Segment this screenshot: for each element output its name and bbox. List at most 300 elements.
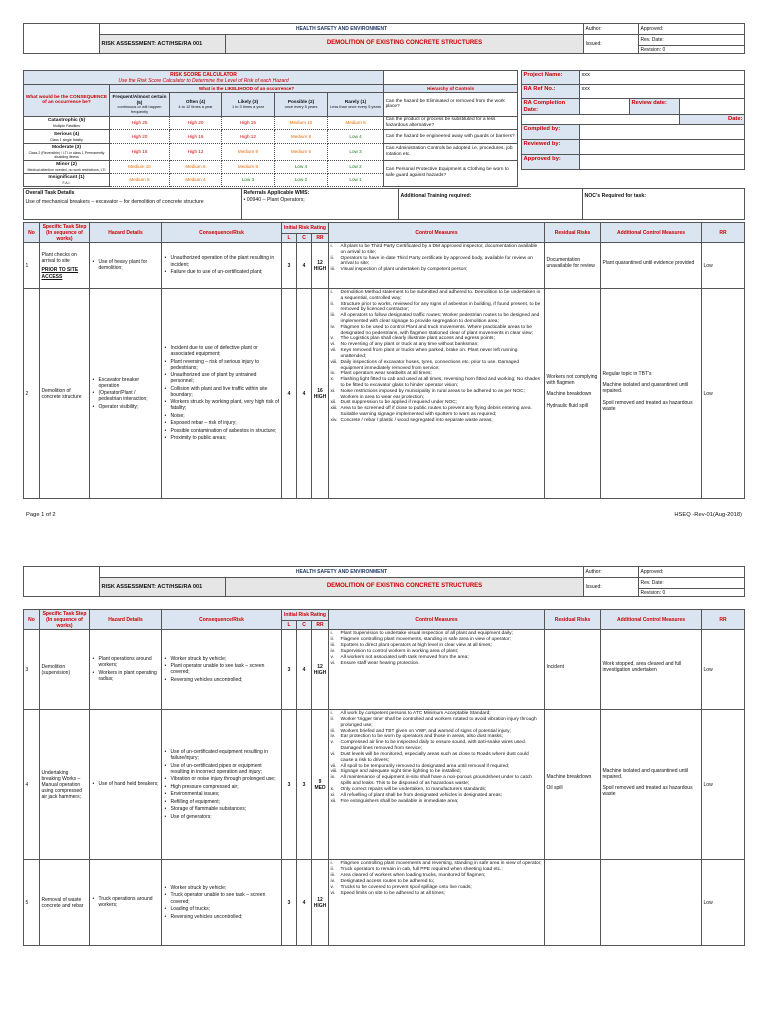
consequence-risk bbox=[162, 243, 282, 289]
col-initial-risk: Initial Risk Rating bbox=[282, 610, 329, 621]
control-item bbox=[331, 637, 543, 643]
control-numeral: xii. bbox=[330, 400, 337, 406]
residual-rating: Low bbox=[702, 630, 745, 710]
control-numeral: v. bbox=[330, 740, 334, 746]
control-numeral: xi. bbox=[330, 388, 336, 394]
control-text: Structure prior to works, reviewed for any signs of asbestos in building, if found present, to be removed by licenced contractor; bbox=[340, 301, 541, 313]
rating-c: 4 bbox=[297, 630, 312, 710]
control-item bbox=[331, 873, 543, 879]
additional-item: Machine isolated and quarantined until repaired. bbox=[602, 767, 689, 780]
control-text: Flagmen controlling plant movements and reversing, standing in safe area in view of operator; bbox=[340, 861, 542, 867]
control-numeral: ix. bbox=[330, 775, 336, 781]
consequence-item: • Use of un-certificated equipment resulting in failure/injury; bbox=[164, 749, 280, 761]
col-c: C bbox=[297, 234, 312, 243]
likelihood-col bbox=[275, 93, 328, 116]
revision-label: Revision: 0 bbox=[639, 46, 745, 54]
control-numeral: i. bbox=[330, 290, 333, 296]
task-step bbox=[40, 860, 90, 946]
consequence-risk bbox=[162, 630, 282, 710]
control-item bbox=[331, 418, 543, 424]
control-item bbox=[331, 717, 543, 728]
rating-rr-level: MED bbox=[314, 784, 326, 791]
col-l: L bbox=[282, 234, 297, 243]
likelihood-title: Rarely (1) bbox=[344, 99, 367, 105]
control-text: Area cleared of workers when loading trucks, monitored bf flagmen; bbox=[340, 872, 486, 878]
rating-rr-value: 12 bbox=[317, 663, 323, 670]
rating-rr-value: 12 bbox=[317, 896, 323, 903]
risk-cell: High 20 bbox=[110, 130, 170, 144]
residual-item: Incident bbox=[546, 664, 565, 671]
control-numeral: vi. bbox=[330, 660, 336, 666]
col-no: No bbox=[24, 610, 40, 630]
project-name-label: Project Name: bbox=[522, 71, 580, 85]
control-numeral: viii. bbox=[330, 359, 338, 365]
control-item bbox=[331, 406, 543, 417]
control-item bbox=[331, 711, 543, 717]
control-item bbox=[331, 643, 543, 649]
control-numeral: iii. bbox=[330, 642, 336, 648]
consequence-risk bbox=[162, 860, 282, 946]
consequence-sub: Medical attention needed, no work restrictions, LTI bbox=[27, 167, 106, 172]
review-date-label: Review date: bbox=[630, 99, 680, 115]
task-step-text: Undertaking breaking Works – Manual operation using compressed air jack hammers; bbox=[41, 769, 83, 801]
hazard-item: • Operator visibility; bbox=[92, 404, 160, 410]
consequence-row-label bbox=[24, 130, 110, 144]
hazard-details bbox=[90, 630, 162, 710]
control-text: Speed limits on site to be adhered to at all times; bbox=[340, 890, 445, 896]
consequence-sub: F.A.I. bbox=[62, 180, 71, 185]
residual-item: Machine breakdown bbox=[546, 391, 592, 398]
control-measures bbox=[329, 243, 545, 289]
referrals: Referrals Applicable WMS: • 00940 – Plant Operators; bbox=[242, 189, 399, 220]
hazard bbox=[92, 377, 160, 410]
control-text: Spotters to direct plant operators at high level in clear view at all times; bbox=[340, 642, 492, 648]
overall-task: Overall Task Details Use of mechanical breakers – excavator – for demolition of concrete structure bbox=[24, 189, 242, 220]
rating-l: 3 bbox=[282, 243, 297, 289]
rating-rr bbox=[312, 630, 329, 710]
control-numeral: xiii. bbox=[330, 406, 338, 412]
control-text: All spoil to be temporarily removed to designated area until removal if required; bbox=[340, 763, 510, 769]
control-numeral: ii. bbox=[330, 866, 335, 872]
control-numeral: vii. bbox=[330, 763, 337, 769]
risk-cell: High 12 bbox=[222, 130, 275, 144]
col-controls: Control Measures bbox=[329, 223, 545, 243]
control-list bbox=[331, 244, 543, 273]
consequence-row-label bbox=[24, 116, 110, 130]
residual-item: Machine breakdown bbox=[546, 773, 592, 780]
hierarchy-item: Can the product or process be substituted for a less hazardous alternative? bbox=[384, 116, 518, 130]
hazard-details bbox=[90, 289, 162, 499]
control-text: Visual inspection of plant undertaken by competent person; bbox=[340, 267, 468, 273]
control-text: Daily inspections of excavator hoses, tyres, connections etc. prior to use. Damaged equipment immediately removed from service; bbox=[340, 359, 520, 371]
table-row bbox=[24, 860, 745, 946]
control-text: All operators to follow designated traffic routes; Worker pedestrian routes to be designed and implemented with clear signage to provide segregation to demolition area; bbox=[340, 313, 540, 324]
training-required: Additional Training required: bbox=[399, 189, 583, 220]
consequence-item: • Unauthorized operation of the plant resulting in incident; bbox=[164, 255, 280, 267]
nocs-required: NOC's Required for task: bbox=[583, 189, 745, 220]
control-numeral: viii. bbox=[330, 769, 338, 775]
hse-label: HEALTH SAFETY AND ENVIRONMENT bbox=[100, 24, 584, 35]
control-numeral: v. bbox=[330, 654, 334, 660]
risk-cell: High 25 bbox=[110, 116, 170, 130]
col-controls: Control Measures bbox=[329, 610, 545, 630]
hazard bbox=[92, 896, 160, 908]
ra-title: DEMOLITION OF EXISTING CONCRETE STRUCTURES bbox=[226, 35, 584, 54]
control-numeral: vi. bbox=[330, 751, 336, 757]
control-text: Signage and adequate night time lighting to be installed; bbox=[340, 769, 461, 775]
control-numeral: iii. bbox=[330, 313, 336, 319]
ra-completion-label: RA Completion Date: bbox=[522, 99, 580, 115]
consequence-item: • Storage of flammable substances; bbox=[164, 806, 280, 812]
control-item bbox=[331, 787, 543, 793]
control-text: Ensure staff wear hearing protection. bbox=[340, 660, 420, 666]
consequence-item: • Collision with plant and live traffic within site boundary; bbox=[164, 386, 280, 398]
residual-item: Oil spill bbox=[546, 784, 563, 791]
control-list bbox=[331, 711, 543, 804]
risk-cell: High 12 bbox=[170, 143, 222, 160]
page2-header bbox=[23, 566, 744, 597]
control-text: Noise restrictions imposed by municipality in rural areas to be adhered to as per NOC; Workers in area to wear ear protection; bbox=[340, 388, 525, 400]
consequence bbox=[164, 255, 280, 275]
additional-item: Machine isolated and quarantined until repaired. bbox=[602, 382, 689, 395]
task-step bbox=[40, 630, 90, 710]
control-text: Worker 'trigger time' shall be controlled and workers rotated to avoid vibration injury through prolonged use; bbox=[340, 716, 537, 728]
hazard bbox=[92, 781, 160, 787]
consequence bbox=[164, 656, 280, 683]
risk-cell: Low 3 bbox=[222, 174, 275, 186]
ra-ref-value: xxx bbox=[580, 85, 745, 99]
control-text: Dust suppression to be applied if required under NOC; bbox=[340, 400, 458, 406]
control-numeral: vi. bbox=[330, 342, 336, 348]
compiled-by-label: Compiled by: bbox=[522, 125, 580, 140]
consequence-item: • Worker struck by vehicle; bbox=[164, 656, 280, 662]
col-additional: Additional Control Measures bbox=[601, 610, 702, 630]
consequence-item: • Truck operator unable to see task – screen covered; bbox=[164, 892, 280, 904]
control-text: Supervision to control workers in working area of plant; bbox=[340, 648, 459, 654]
control-list bbox=[331, 631, 543, 666]
col-l: L bbox=[282, 621, 297, 630]
likelihood-title: Likely (3) bbox=[237, 99, 259, 105]
control-text: Plant operators wear seatbelts at all times; bbox=[340, 371, 432, 377]
control-text: Trucks to be covered to prevent spoil spillage onto live roads; bbox=[340, 884, 472, 890]
rating-l: 3 bbox=[282, 710, 297, 860]
reviewed-by-label: Reviewed by: bbox=[522, 140, 580, 155]
hierarchy-ppe: Can Personal Protective Equipment & Clothing be worn to safe guard against hazards? bbox=[384, 160, 518, 186]
additional-item: Regular topic in TBT's bbox=[602, 371, 652, 378]
control-text: Truck operators to remain in cab, full PPE required when sheeting load etc.; bbox=[340, 866, 503, 872]
control-text: Flashing light fitted to cab and used at all times, reversing horn fitted and working; No shades to be fitted to excavator glass to hinder operator vision; bbox=[340, 377, 541, 388]
approved-by-label: Approved by: bbox=[522, 155, 580, 170]
control-item bbox=[331, 793, 543, 799]
rev-date-label-2: Rev. Date: bbox=[639, 578, 745, 589]
hse-label-2: HEALTH SAFETY AND ENVIRONMENT bbox=[100, 567, 584, 578]
consequence-row-label bbox=[24, 160, 110, 174]
risk-cell: Low 1 bbox=[328, 174, 384, 186]
page1-main-table bbox=[23, 222, 744, 499]
consequence-item: • Workers struck by working plant, very high risk of fatality; bbox=[164, 399, 280, 411]
table-row bbox=[24, 630, 745, 710]
control-numeral: iii. bbox=[330, 267, 336, 273]
additional-controls bbox=[601, 289, 702, 499]
likelihood-question: What is the LIKELIHOOD of an occurrence? bbox=[110, 85, 384, 93]
control-item bbox=[331, 879, 543, 885]
additional-controls bbox=[601, 860, 702, 946]
col-initial-risk: Initial Risk Rating bbox=[282, 223, 329, 234]
control-numeral: xiv. bbox=[330, 417, 338, 423]
control-text: All plant to be Third Party Certificated by a DM approved inspector, documentation available on arrival to site; bbox=[340, 244, 538, 255]
risk-cell: Medium 5 bbox=[110, 174, 170, 186]
additional-item: Plant quarantined until evidence provided bbox=[602, 260, 695, 267]
consequence bbox=[164, 885, 280, 920]
residual-item: Hydraulic fluid spill bbox=[546, 402, 588, 409]
hazard-item: • Excavator breaker operation bbox=[92, 377, 160, 389]
control-text: Compressed air line to be inspected daily to ensure sound, with anti-snake wires used. Damaged lines removed from service; bbox=[340, 740, 527, 752]
task-step-note: PRIOR TO SITE ACCESS bbox=[41, 267, 79, 280]
control-text: All refuelling of plant shall be from designated vehicles in designated areas; bbox=[340, 792, 503, 798]
control-item bbox=[331, 775, 543, 786]
rev-date-label: Rev. Date: bbox=[639, 35, 745, 46]
hazard bbox=[92, 259, 160, 271]
control-numeral: i. bbox=[330, 711, 333, 717]
consequence-row-label bbox=[24, 143, 110, 160]
likelihood-sub: continuous or will happen frequently bbox=[117, 104, 162, 115]
control-numeral: i. bbox=[330, 631, 333, 637]
hazard bbox=[92, 656, 160, 682]
risk-cell: Medium 8 bbox=[170, 160, 222, 174]
consequence-title: Insignificant (1) bbox=[48, 174, 85, 180]
consequence-item: • Unauthorized use of plant by untrained personnel; bbox=[164, 372, 280, 384]
control-item bbox=[331, 325, 543, 336]
control-numeral: v. bbox=[330, 884, 334, 890]
residual-risks bbox=[545, 860, 601, 946]
likelihood-title: Possible (2) bbox=[287, 99, 315, 105]
control-item bbox=[331, 377, 543, 388]
task-step bbox=[40, 243, 90, 289]
col-consequence: Consequence/Risk bbox=[162, 610, 282, 630]
risk-cell: Medium 5 bbox=[328, 116, 384, 130]
control-numeral: ii. bbox=[330, 255, 335, 261]
control-numeral: x. bbox=[330, 786, 335, 792]
likelihood-sub: 1 to 3 times a year bbox=[231, 103, 264, 109]
consequence-item: • Plant operator unable to see task – screen covered; bbox=[164, 663, 280, 675]
consequence-item: • Reversing vehicles uncontrolled; bbox=[164, 677, 280, 683]
control-item bbox=[331, 302, 543, 313]
page1-footer-left: Page 1 of 2 bbox=[26, 512, 56, 518]
risk-cell: High 20 bbox=[170, 116, 222, 130]
rating-c: 4 bbox=[297, 860, 312, 946]
control-numeral: iv. bbox=[330, 734, 335, 740]
likelihood-sub: Less than once every 5 years bbox=[330, 103, 381, 109]
control-text: Ear protection to be worn by operators and those in areas, also dust masks; bbox=[340, 734, 503, 740]
hazard-item: • Use of hand held breakers; bbox=[92, 781, 160, 787]
control-measures bbox=[329, 860, 545, 946]
residual-risks bbox=[545, 243, 601, 289]
consequence-item: • Possible contamination of asbestos in structure; bbox=[164, 428, 280, 434]
control-text: No reversing of any plant or truck at any time without banksman; bbox=[340, 342, 479, 348]
project-info bbox=[521, 70, 744, 170]
likelihood-sub: once every 5 years bbox=[284, 103, 318, 109]
control-numeral: iii. bbox=[330, 872, 336, 878]
date-label: Date: bbox=[680, 115, 745, 125]
rating-rr-value: 9 bbox=[318, 778, 322, 785]
rating-rr bbox=[312, 710, 329, 860]
consequence-row-label bbox=[24, 174, 110, 186]
risk-cell: High 16 bbox=[170, 130, 222, 144]
residual-rating: Low bbox=[702, 243, 745, 289]
task-step-text: Removal of waste concrete and rebar bbox=[41, 896, 84, 909]
risk-cell: Medium 6 bbox=[275, 143, 328, 160]
rating-rr-level: HIGH bbox=[313, 265, 327, 272]
control-numeral: i. bbox=[330, 861, 333, 867]
hazard-item: • Truck operations around workers; bbox=[92, 896, 160, 908]
additional-controls bbox=[601, 243, 702, 289]
issued-label-2: Issued: bbox=[584, 578, 639, 597]
consequence-title: Minor (2) bbox=[56, 161, 77, 167]
rating-rr bbox=[312, 243, 329, 289]
hazard-item: • Plant operations around workers; bbox=[92, 656, 160, 668]
row-number: 5 bbox=[24, 860, 40, 946]
hierarchy-item: Can Administration Controls be adopted i.e. procedures, job rotation etc. bbox=[384, 143, 518, 160]
rating-l: 4 bbox=[282, 289, 297, 499]
consequence-risk bbox=[162, 710, 282, 860]
control-text: Fire extinguishers shall be available in immediate area; bbox=[340, 798, 459, 804]
control-text: Operators to have in-date Third Party certificate by approved body, available for review on arrival to site; bbox=[340, 255, 533, 267]
control-list bbox=[331, 290, 543, 424]
hierarchy-item: Can the hazard be engineered away with guards or barriers? bbox=[384, 130, 518, 144]
consequence-item: • Refilling of equipment; bbox=[164, 799, 280, 805]
risk-cell: Medium 6 bbox=[222, 160, 275, 174]
consequence-sub: Class 2 (Reversible) / LTI or class 1 Permanently disabling illness bbox=[28, 150, 105, 159]
task-step bbox=[40, 289, 90, 499]
likelihood-col bbox=[170, 93, 222, 116]
control-text: Flagmen to be used to control Plant and truck movements. Where practicable areas to be designated no pedestrians, with flagmen stationed clear of plant movements in clear view; bbox=[340, 324, 534, 336]
hierarchy-title: Hierarchy of Controls bbox=[384, 85, 518, 93]
control-item bbox=[331, 799, 543, 805]
control-numeral: vii. bbox=[330, 348, 337, 354]
likelihood-col bbox=[222, 93, 275, 116]
residual-risks bbox=[545, 710, 601, 860]
control-text: All work by competent persons to ATC Minimum Acceptable Standard; bbox=[340, 711, 491, 717]
control-item bbox=[331, 655, 543, 661]
rating-c: 4 bbox=[297, 289, 312, 499]
additional-controls bbox=[601, 630, 702, 710]
rating-rr bbox=[312, 289, 329, 499]
risk-cell: High 15 bbox=[110, 143, 170, 160]
task-step-text: Plant checks on arrival to site bbox=[41, 252, 77, 265]
residual-rating: Low bbox=[702, 710, 745, 860]
control-text: All maintenance of equipment in-situ shall have a non-porous groundsheet under to catch spills and leaks. This to be disposed of as hazardous waste; bbox=[340, 775, 532, 786]
ra-title-2: DEMOLITION OF EXISTING CONCRETE STRUCTURES bbox=[226, 578, 584, 597]
likelihood-title: Often (4) bbox=[185, 99, 206, 105]
control-item bbox=[331, 891, 543, 897]
risk-cell: High 15 bbox=[222, 116, 275, 130]
risk-calculator bbox=[23, 70, 517, 187]
control-item bbox=[331, 290, 543, 301]
risk-cell: Low 2 bbox=[275, 174, 328, 186]
col-residual: Residual Risks bbox=[545, 610, 601, 630]
control-item bbox=[331, 360, 543, 371]
risk-cell: Medium 8 bbox=[275, 130, 328, 144]
control-text: Demolition Method statement to be submitted and adhered to. Demolition to be undertaken in a sequential, controlled way; bbox=[340, 290, 541, 301]
risk-cell: Medium 4 bbox=[170, 174, 222, 186]
risk-cell: Low 4 bbox=[275, 160, 328, 174]
rating-rr-value: 16 bbox=[317, 387, 323, 394]
control-numeral: xi. bbox=[330, 792, 336, 798]
hazard-item: • (Operator/Plant / pedestrian interaction; bbox=[92, 390, 160, 402]
col-rr-initial: RR bbox=[312, 621, 329, 630]
control-numeral: ix. bbox=[330, 371, 336, 377]
control-text: Only correct repairs will be undertaken, to manufacturers standards; bbox=[340, 786, 487, 792]
consequence-sub: Multiple Fatalities bbox=[52, 123, 81, 128]
control-numeral: x. bbox=[330, 377, 335, 383]
risk-cell: Medium 10 bbox=[275, 116, 328, 130]
task-step bbox=[40, 710, 90, 860]
risk-cell: Low 4 bbox=[328, 130, 384, 144]
consequence-item: • Use of un-certificated pipes or equipment resulting in incorrect operation and injury; bbox=[164, 763, 280, 775]
residual-item: Documentation unavailable for review bbox=[546, 257, 595, 270]
control-measures bbox=[329, 630, 545, 710]
row-number: 2 bbox=[24, 289, 40, 499]
control-item bbox=[331, 348, 543, 359]
control-numeral: vi. bbox=[330, 890, 336, 896]
col-hazard: Hazard Details bbox=[90, 610, 162, 630]
consequence-item: • Exposed rebar – risk of injury; bbox=[164, 420, 280, 426]
consequence-risk bbox=[162, 289, 282, 499]
residual-item: Workers not complying with flagmen bbox=[546, 374, 598, 387]
consequence-question: What would be the CONSEQUENCE of an occurrence be? bbox=[24, 85, 110, 116]
control-text: Plant Supervision to undertake visual inspection of all plant and equipment daily; bbox=[340, 631, 513, 637]
control-numeral: iv. bbox=[330, 648, 335, 654]
consequence-item: • Loading of trucks; bbox=[164, 906, 280, 912]
row-number: 4 bbox=[24, 710, 40, 860]
control-item bbox=[331, 752, 543, 763]
page1-footer-right: HSEQ -Rev-01(Aug-2018) bbox=[674, 512, 742, 518]
control-item bbox=[331, 885, 543, 891]
col-c: C bbox=[297, 621, 312, 630]
hazard-item: • Workers in plant operating radius; bbox=[92, 670, 160, 682]
page2-main-table bbox=[23, 609, 744, 946]
risk-cell: Low 2 bbox=[328, 160, 384, 174]
control-item bbox=[331, 267, 543, 273]
consequence-title: Catastrophic (5) bbox=[47, 117, 86, 123]
control-list bbox=[331, 861, 543, 896]
col-consequence: Consequence/Risk bbox=[162, 223, 282, 243]
control-text: Flagmen controlling plant movements, standing in safe area in view of operator; bbox=[340, 636, 511, 642]
task-step-text: Demolition (supervision) bbox=[41, 663, 71, 676]
control-numeral: ii. bbox=[330, 716, 335, 722]
control-text: All workers not associated with task removed from the area; bbox=[340, 654, 469, 660]
calc-title: RISK SCORE CALCULATOR Use the Risk Score Calculator to Determine the Level of Risk of each Hazard bbox=[24, 71, 384, 85]
rating-l: 3 bbox=[282, 630, 297, 710]
table-row bbox=[24, 243, 745, 289]
likelihood-col bbox=[328, 93, 384, 116]
control-item bbox=[331, 313, 543, 324]
residual-risks bbox=[545, 289, 601, 499]
consequence-item: • Failure due to use of un-certificated plant; bbox=[164, 269, 280, 275]
consequence-item: • High pressure compressed air; bbox=[164, 784, 280, 790]
risk-cell: Medium 10 bbox=[110, 160, 170, 174]
row-number: 1 bbox=[24, 243, 40, 289]
control-text: Designated access routes to be adhered to; bbox=[340, 878, 435, 884]
consequence-item: • Environmental issues; bbox=[164, 791, 280, 797]
consequence bbox=[164, 345, 280, 441]
control-numeral: ii. bbox=[330, 636, 335, 642]
ra-id: RISK ASSESSMENT: ACT/HSE/RA 001 bbox=[100, 35, 226, 54]
control-text: Area to be screened off if close to public routes to prevent any flying debris entering area. Suitable warning signage implemented with spotters to warn as required; bbox=[340, 406, 532, 418]
table-row bbox=[24, 289, 745, 499]
consequence-item: • Reversing vehicles uncontrolled; bbox=[164, 914, 280, 920]
hazard-details bbox=[90, 860, 162, 946]
